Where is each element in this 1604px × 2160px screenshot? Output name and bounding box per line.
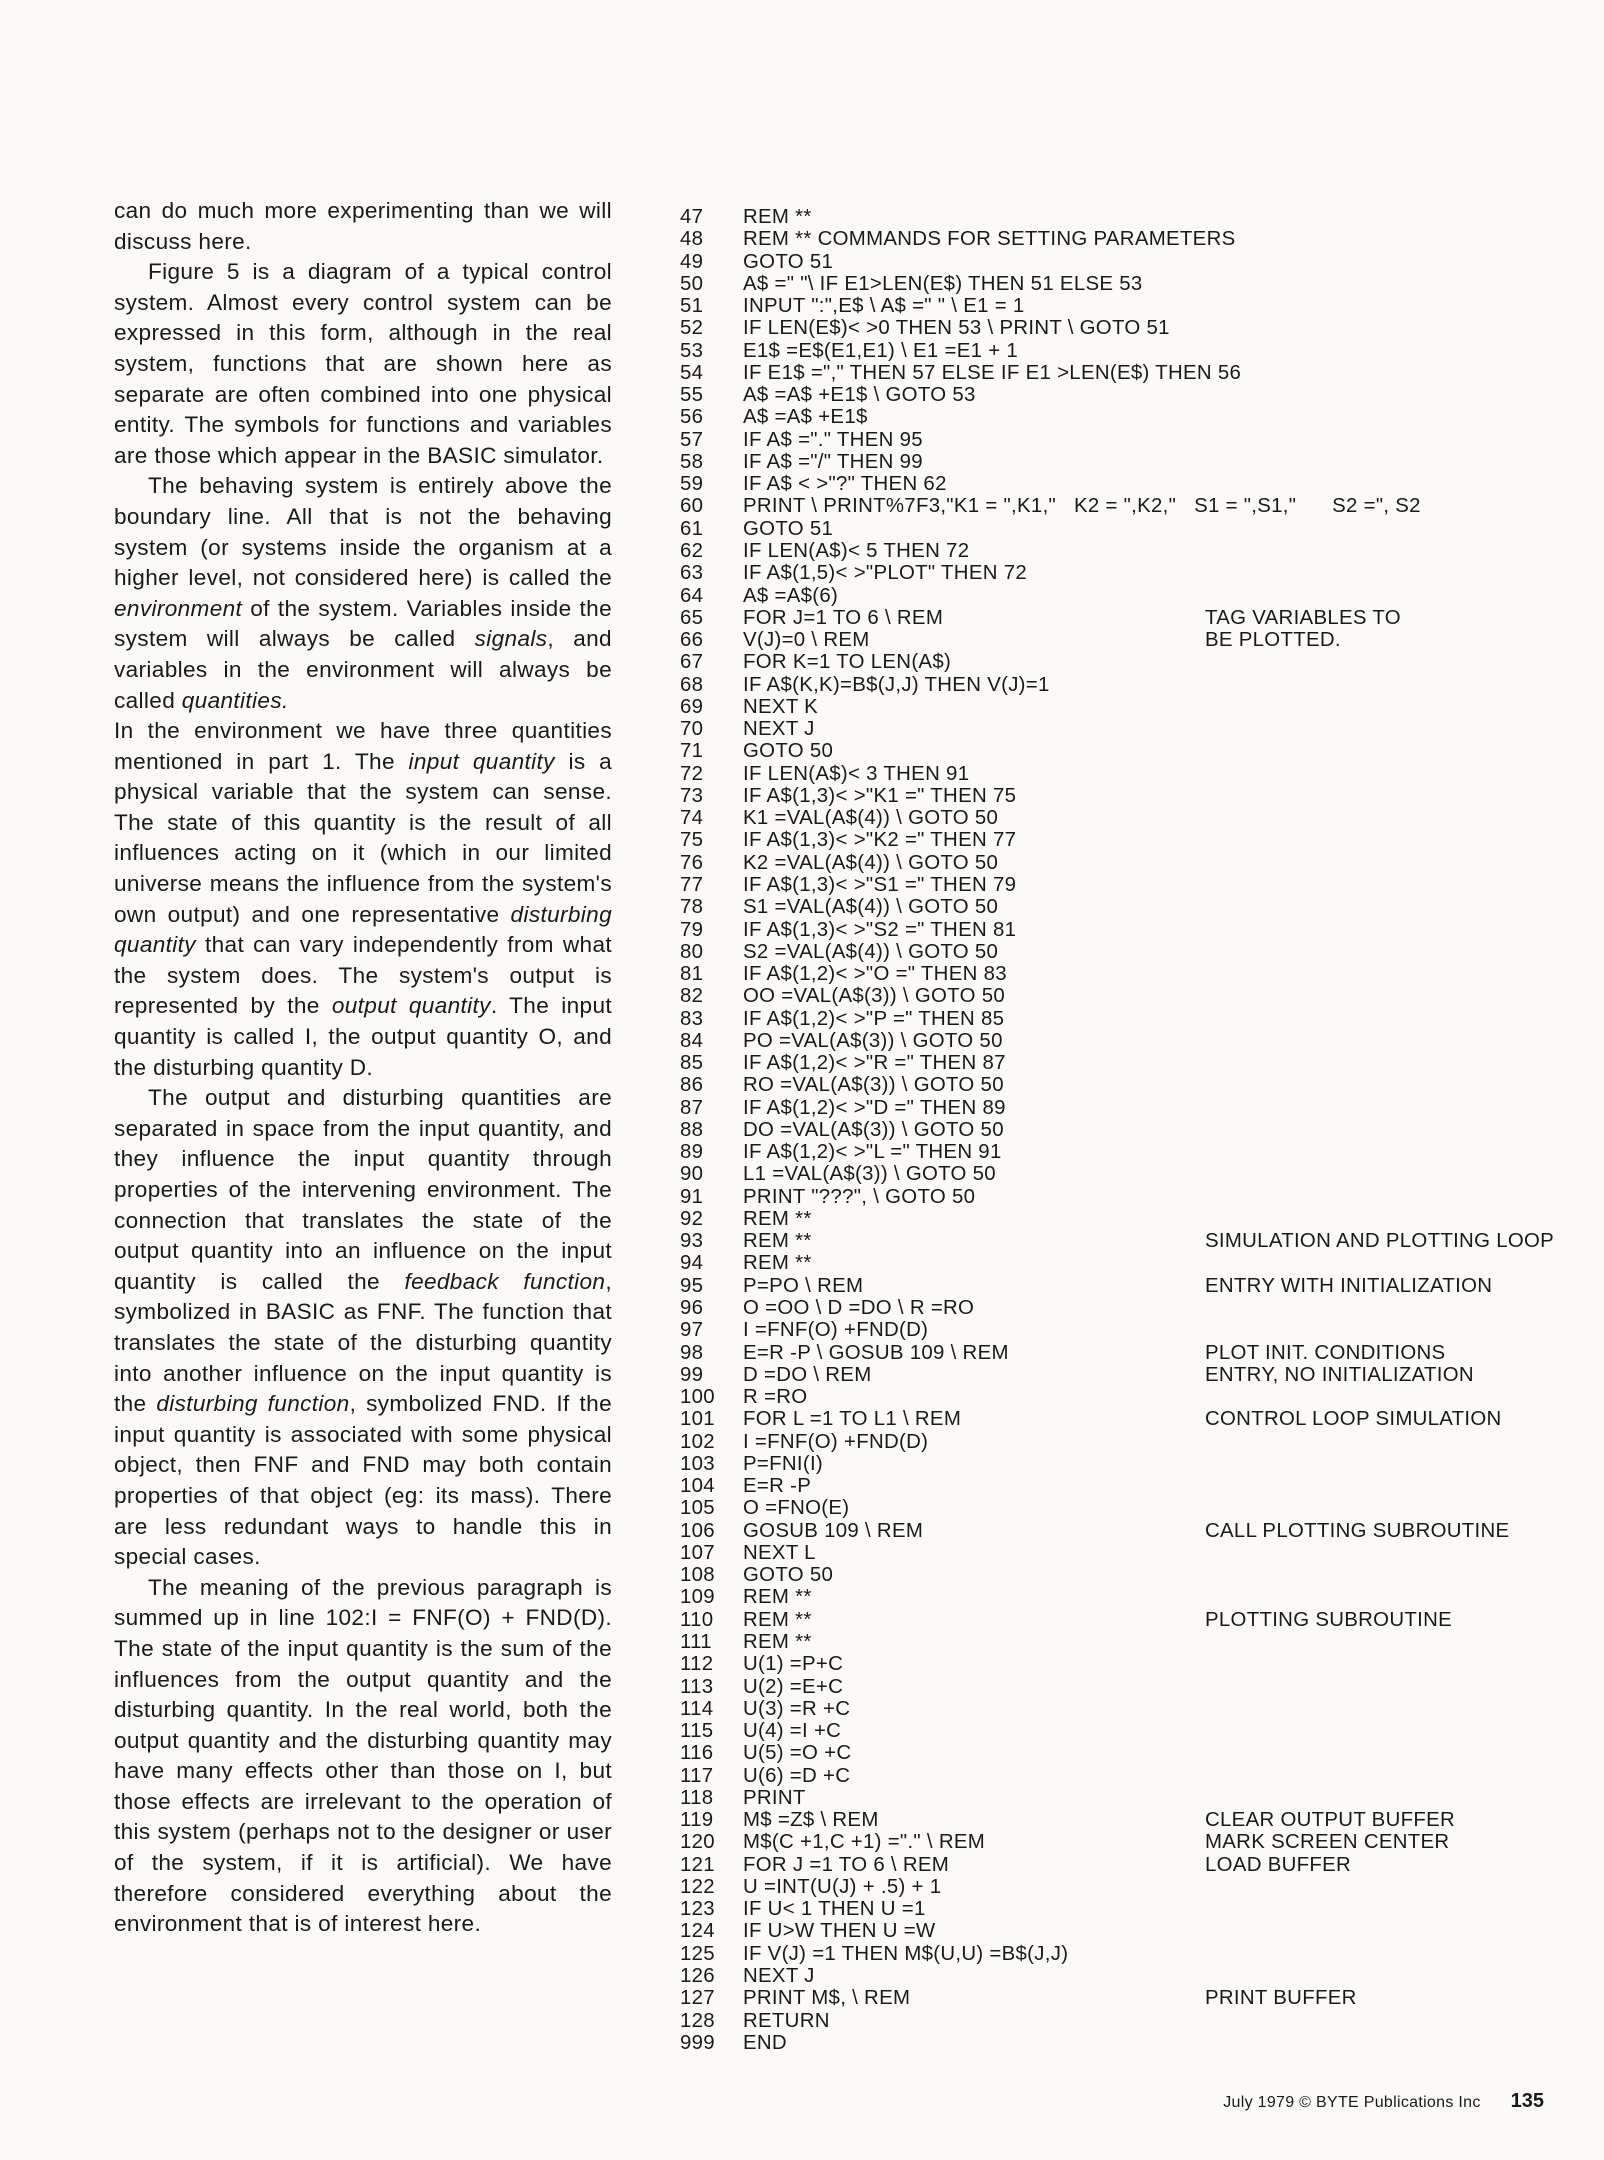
code-line <box>680 674 1580 696</box>
code-statement: U(2) =E+C <box>743 1675 844 1698</box>
code-line <box>680 1052 1580 1074</box>
code-line <box>680 384 1580 406</box>
line-number: 106 <box>680 1519 715 1542</box>
footer-credit: July 1979 © BYTE Publications Inc <box>1223 2094 1481 2111</box>
code-statement: NEXT J <box>743 718 815 741</box>
code-line <box>680 1898 1580 1920</box>
code-line <box>680 607 1580 629</box>
code-line <box>680 1252 1580 1274</box>
line-number: 84 <box>680 1029 704 1052</box>
line-number: 114 <box>680 1697 714 1720</box>
line-number: 53 <box>680 339 704 362</box>
code-statement: IF A$(1,3)< >"K1 =" THEN 75 <box>743 784 1017 807</box>
line-number: 999 <box>680 2031 715 2054</box>
code-line <box>680 1765 1580 1787</box>
line-number: 78 <box>680 896 704 919</box>
code-statement: FOR J=1 TO 6 \ REM <box>743 606 944 629</box>
paragraph: The output and disturbing quantities are separated in space from the input quantity, and they influence the input quantity through properties of the intervening environment. The connection that translates the state of the output quantity into an influence on the input quantity is called the feedback function, symbolized in BASIC as FNF. The function that translates the state of the disturbing quantity into another influence on the input quantity is the disturbing function, symbolized FND. If the input quantity is associated with some physical object, then FNF and FND may both contain properties of that object (eg: its mass). There are less redundant ways to handle this in special cases. <box>114 1085 612 1570</box>
code-statement: GOTO 51 <box>743 517 834 540</box>
line-number: 89 <box>680 1141 704 1164</box>
code-statement: IF A$ ="." THEN 95 <box>743 428 923 451</box>
line-number: 81 <box>680 963 704 986</box>
code-line <box>680 1676 1580 1698</box>
code-statement: U(3) =R +C <box>743 1697 851 1720</box>
code-line <box>680 1008 1580 1030</box>
code-statement: I =FNF(O) +FND(D) <box>743 1319 929 1342</box>
line-number: 120 <box>680 1831 715 1854</box>
line-number: 83 <box>680 1007 704 1030</box>
code-comment: CALL PLOTTING SUBROUTINE <box>1205 1519 1510 1542</box>
line-number: 52 <box>680 317 704 340</box>
code-line <box>680 1431 1580 1453</box>
code-statement: A$ =" "\ IF E1>LEN(E$) THEN 51 ELSE 53 <box>743 272 1143 295</box>
code-line <box>680 228 1580 250</box>
code-statement: PRINT <box>743 1786 806 1809</box>
code-line <box>680 1319 1580 1341</box>
line-number: 90 <box>680 1163 704 1186</box>
line-number: 98 <box>680 1341 704 1364</box>
code-line <box>680 1141 1580 1163</box>
code-line <box>680 1653 1580 1675</box>
line-number: 75 <box>680 829 704 852</box>
code-line <box>680 1364 1580 1386</box>
code-statement: E=R -P <box>743 1475 812 1498</box>
code-comment: TAG VARIABLES TO <box>1205 606 1401 629</box>
paragraph: The meaning of the previous paragraph is summed up in line 102:I = FNF(O) + FND(D). The state of the input quantity is the sum of the influences from the output quantity and the disturbing quantity. In the real world, both the output quantity and the disturbing quantity may have many effects other than those on I, but those effects are irrelevant to the operation of this system (perhaps not to the designer or user of the system, if it is artificial). We have therefore considered everything about the environment that is of interest here. <box>114 1574 612 1937</box>
code-line <box>680 406 1580 428</box>
line-number: 125 <box>680 1942 715 1965</box>
code-statement: NEXT K <box>743 695 819 718</box>
line-number: 69 <box>680 695 704 718</box>
line-number: 79 <box>680 918 704 941</box>
code-statement: NEXT L <box>743 1541 816 1564</box>
line-number: 61 <box>680 517 704 540</box>
line-number: 96 <box>680 1297 704 1320</box>
code-statement: U(4) =I +C <box>743 1720 842 1743</box>
code-line <box>680 718 1580 740</box>
code-statement: REM ** <box>743 1252 812 1275</box>
line-number: 122 <box>680 1875 715 1898</box>
line-number: 94 <box>680 1252 704 1275</box>
code-statement: IF A$(1,2)< >"O =" THEN 83 <box>743 963 1007 986</box>
code-line <box>680 1609 1580 1631</box>
code-line <box>680 1074 1580 1096</box>
line-number: 103 <box>680 1452 715 1475</box>
code-comment: CLEAR OUTPUT BUFFER <box>1205 1809 1456 1832</box>
code-line <box>680 362 1580 384</box>
line-number: 97 <box>680 1319 704 1342</box>
code-line <box>680 829 1580 851</box>
code-statement: E=R -P \ GOSUB 109 \ REM <box>743 1341 1009 1364</box>
line-number: 68 <box>680 673 704 696</box>
code-statement: S2 =VAL(A$(4)) \ GOTO 50 <box>743 940 999 963</box>
code-statement: REM ** <box>743 206 812 228</box>
code-line <box>680 1965 1580 1987</box>
page-footer <box>1223 2090 1544 2113</box>
code-statement: IF A$(1,3)< >"S1 =" THEN 79 <box>743 873 1017 896</box>
code-statement: K1 =VAL(A$(4)) \ GOTO 50 <box>743 807 999 830</box>
code-statement: V(J)=0 \ REM <box>743 629 870 652</box>
code-comment: BE PLOTTED. <box>1205 629 1341 652</box>
code-statement: GOSUB 109 \ REM <box>743 1519 924 1542</box>
line-number: 95 <box>680 1274 704 1297</box>
code-statement: PRINT M$, \ REM <box>743 1987 911 2010</box>
line-number: 70 <box>680 718 704 741</box>
code-line <box>680 1564 1580 1586</box>
code-line <box>680 1631 1580 1653</box>
line-number: 82 <box>680 985 704 1008</box>
line-number: 51 <box>680 295 704 318</box>
line-number: 55 <box>680 384 704 407</box>
code-line <box>680 1854 1580 1876</box>
line-number: 99 <box>680 1363 704 1386</box>
paragraph: The behaving system is entirely above the boundary line. All that is not the behaving system (or systems inside the organism at a higher level, not considered here) is called the environment of the system. Variables inside the system will always be called signals, and variables in the environment will always be called quantities. <box>114 473 612 713</box>
code-line <box>680 1787 1580 1809</box>
line-number: 107 <box>680 1541 715 1564</box>
line-number: 62 <box>680 539 704 562</box>
line-number: 128 <box>680 2009 715 2032</box>
code-statement: A$ =A$ +E1$ <box>743 406 868 429</box>
code-statement: D =DO \ REM <box>743 1363 872 1386</box>
code-line <box>680 807 1580 829</box>
code-comment: PRINT BUFFER <box>1205 1987 1357 2010</box>
line-number: 112 <box>680 1653 714 1676</box>
code-comment: ENTRY, NO INITIALIZATION <box>1205 1363 1474 1386</box>
code-line <box>680 1987 1580 2009</box>
line-number: 109 <box>680 1586 715 1609</box>
code-line <box>680 1831 1580 1853</box>
code-statement: REM ** <box>743 1230 812 1253</box>
code-line <box>680 1809 1580 1831</box>
code-line <box>680 429 1580 451</box>
code-line <box>680 1297 1580 1319</box>
code-statement: K2 =VAL(A$(4)) \ GOTO 50 <box>743 851 999 874</box>
line-number: 123 <box>680 1898 715 1921</box>
code-line <box>680 340 1580 362</box>
code-line <box>680 473 1580 495</box>
code-line <box>680 963 1580 985</box>
code-statement: U(6) =D +C <box>743 1764 851 1787</box>
line-number: 63 <box>680 562 704 585</box>
code-line <box>680 629 1580 651</box>
code-line <box>680 1720 1580 1742</box>
code-statement: S1 =VAL(A$(4)) \ GOTO 50 <box>743 896 999 919</box>
code-statement: RETURN <box>743 2009 830 2032</box>
code-line <box>680 1097 1580 1119</box>
line-number: 91 <box>680 1185 704 1208</box>
code-comment: LOAD BUFFER <box>1205 1853 1352 1876</box>
paragraph: In the environment we have three quantities mentioned in part 1. The input quantity is a physical variable that the system can sense. The state of this quantity is the result of all influences acting on it (which in our limited universe means the influence from the system's own output) and one representative disturbing quantity that can vary independently from what the system does. The system's output is represented by the output quantity. The input quantity is called I, the output quantity O, and the disturbing quantity D. <box>114 718 613 1080</box>
line-number: 65 <box>680 606 704 629</box>
code-statement: IF A$ ="/" THEN 99 <box>743 450 923 473</box>
code-line <box>680 585 1580 607</box>
code-statement: GOTO 50 <box>743 740 834 763</box>
code-line <box>680 1943 1580 1965</box>
code-line <box>680 540 1580 562</box>
code-line <box>680 785 1580 807</box>
code-line <box>680 451 1580 473</box>
paragraph: Figure 5 is a diagram of a typical control system. Almost every control system can be expressed in this form, although in the real system, functions that are shown here as separate are often combined into one physical entity. The symbols for functions and variables are those which appear in the BASIC simulator. <box>114 259 612 468</box>
code-line <box>680 1920 1580 1942</box>
line-number: 47 <box>680 206 704 228</box>
code-line <box>680 1742 1580 1764</box>
code-statement: U =INT(U(J) + .5) + 1 <box>743 1875 942 1898</box>
code-statement: REM ** <box>743 1631 812 1653</box>
code-comment: PLOTTING SUBROUTINE <box>1205 1608 1453 1631</box>
code-line <box>680 1876 1580 1898</box>
code-line <box>680 1186 1580 1208</box>
code-line <box>680 251 1580 273</box>
code-line <box>680 1163 1580 1185</box>
line-number: 105 <box>680 1497 715 1520</box>
line-number: 102 <box>680 1430 715 1453</box>
line-number: 67 <box>680 651 704 674</box>
code-statement: FOR J =1 TO 6 \ REM <box>743 1853 950 1876</box>
code-statement: IF A$(1,2)< >"R =" THEN 87 <box>743 1052 1006 1075</box>
code-comment: CONTROL LOOP SIMULATION <box>1205 1408 1502 1431</box>
code-statement: PRINT "???", \ GOTO 50 <box>743 1185 976 1208</box>
code-line <box>680 1275 1580 1297</box>
line-number: 121 <box>680 1853 715 1876</box>
line-number: 93 <box>680 1230 704 1253</box>
code-line <box>680 696 1580 718</box>
line-number: 100 <box>680 1386 715 1409</box>
line-number: 86 <box>680 1074 704 1097</box>
code-statement: REM ** <box>743 1207 812 1230</box>
line-number: 60 <box>680 495 704 518</box>
code-line <box>680 1208 1580 1230</box>
line-number: 116 <box>680 1742 714 1765</box>
code-statement: FOR K=1 TO LEN(A$) <box>743 651 952 674</box>
code-statement: IF A$(K,K)=B$(J,J) THEN V(J)=1 <box>743 673 1050 696</box>
code-statement: DO =VAL(A$(3)) \ GOTO 50 <box>743 1118 1004 1141</box>
code-line <box>680 1475 1580 1497</box>
line-number: 64 <box>680 584 704 607</box>
code-statement: INPUT ":",E$ \ A$ =" " \ E1 = 1 <box>743 295 1025 318</box>
code-line <box>680 1497 1580 1519</box>
code-statement: GOTO 51 <box>743 250 834 273</box>
line-number: 101 <box>680 1408 715 1431</box>
code-statement: E1$ =E$(E1,E1) \ E1 =E1 + 1 <box>743 339 1019 362</box>
code-statement: PRINT \ PRINT%7F3,"K1 = ",K1," K2 = ",K2," S1 = ",S1," S2 =", S2 <box>743 495 1421 518</box>
code-statement: GOTO 50 <box>743 1564 834 1587</box>
code-line <box>680 896 1580 918</box>
code-comment: PLOT INIT. CONDITIONS <box>1205 1341 1446 1364</box>
line-number: 126 <box>680 1964 715 1987</box>
line-number: 71 <box>680 740 704 763</box>
code-statement: IF A$(1,3)< >"S2 =" THEN 81 <box>743 918 1017 941</box>
code-statement: U(1) =P+C <box>743 1653 844 1676</box>
code-line <box>680 1542 1580 1564</box>
paragraph: can do much more experimenting than we will discuss here. <box>114 198 612 254</box>
code-line <box>680 1386 1580 1408</box>
code-statement: IF A$ < >"?" THEN 62 <box>743 473 947 496</box>
line-number: 92 <box>680 1207 704 1230</box>
basic-program-listing <box>680 206 1580 2054</box>
code-line <box>680 1342 1580 1364</box>
line-number: 74 <box>680 807 704 830</box>
code-statement: M$(C +1,C +1) ="." \ REM <box>743 1831 986 1854</box>
code-statement: IF A$(1,2)< >"D =" THEN 89 <box>743 1096 1006 1119</box>
line-number: 73 <box>680 784 704 807</box>
line-number: 57 <box>680 428 704 451</box>
code-line <box>680 1520 1580 1542</box>
line-number: 50 <box>680 272 704 295</box>
code-line <box>680 2032 1580 2054</box>
code-line <box>680 518 1580 540</box>
code-line <box>680 852 1580 874</box>
code-line <box>680 317 1580 339</box>
code-statement: IF A$(1,2)< >"P =" THEN 85 <box>743 1007 1005 1030</box>
code-statement: IF V(J) =1 THEN M$(U,U) =B$(J,J) <box>743 1942 1069 1965</box>
code-statement: P=FNI(I) <box>743 1452 823 1475</box>
line-number: 80 <box>680 940 704 963</box>
line-number: 104 <box>680 1475 715 1498</box>
code-statement: U(5) =O +C <box>743 1742 852 1765</box>
code-line <box>680 1408 1580 1430</box>
line-number: 115 <box>680 1720 714 1743</box>
line-number: 85 <box>680 1052 704 1075</box>
code-line <box>680 740 1580 762</box>
code-statement: END <box>743 2031 787 2054</box>
line-number: 111 <box>680 1631 712 1653</box>
code-line <box>680 2010 1580 2032</box>
code-statement: P=PO \ REM <box>743 1274 864 1297</box>
line-number: 118 <box>680 1786 714 1809</box>
code-statement: I =FNF(O) +FND(D) <box>743 1430 929 1453</box>
code-statement: A$ =A$(6) <box>743 584 839 607</box>
line-number: 56 <box>680 406 704 429</box>
line-number: 77 <box>680 873 704 896</box>
code-line <box>680 1698 1580 1720</box>
code-line <box>680 941 1580 963</box>
code-statement: IF A$(1,5)< >"PLOT" THEN 72 <box>743 562 1027 585</box>
line-number: 119 <box>680 1809 714 1832</box>
code-line <box>680 1030 1580 1052</box>
code-line <box>680 1586 1580 1608</box>
code-line <box>680 1453 1580 1475</box>
code-statement: M$ =Z$ \ REM <box>743 1809 879 1832</box>
code-line <box>680 874 1580 896</box>
code-statement: IF A$(1,2)< >"L =" THEN 91 <box>743 1141 1002 1164</box>
line-number: 108 <box>680 1564 715 1587</box>
code-statement: IF U>W THEN U =W <box>743 1920 936 1943</box>
code-line <box>680 495 1580 517</box>
code-statement: REM ** <box>743 1608 812 1631</box>
code-statement: O =FNO(E) <box>743 1497 850 1520</box>
code-statement: IF A$(1,3)< >"K2 =" THEN 77 <box>743 829 1017 852</box>
code-comment: MARK SCREEN CENTER <box>1205 1831 1450 1854</box>
code-line <box>680 273 1580 295</box>
line-number: 127 <box>680 1987 715 2010</box>
code-statement: IF LEN(A$)< 3 THEN 91 <box>743 762 970 785</box>
line-number: 59 <box>680 473 704 496</box>
code-statement: REM ** COMMANDS FOR SETTING PARAMETERS <box>743 228 1236 251</box>
line-number: 113 <box>680 1675 714 1698</box>
code-statement: FOR L =1 TO L1 \ REM <box>743 1408 962 1431</box>
code-statement: A$ =A$ +E1$ \ GOTO 53 <box>743 384 976 407</box>
line-number: 48 <box>680 228 704 251</box>
code-comment: SIMULATION AND PLOTTING LOOP <box>1205 1230 1555 1253</box>
code-line <box>680 295 1580 317</box>
code-comment: ENTRY WITH INITIALIZATION <box>1205 1274 1493 1297</box>
code-line <box>680 919 1580 941</box>
line-number: 49 <box>680 250 704 273</box>
line-number: 72 <box>680 762 704 785</box>
line-number: 76 <box>680 851 704 874</box>
code-line <box>680 1230 1580 1252</box>
code-line <box>680 1119 1580 1141</box>
code-statement: IF LEN(A$)< 5 THEN 72 <box>743 539 970 562</box>
code-statement: R =RO <box>743 1386 808 1409</box>
code-statement: O =OO \ D =DO \ R =RO <box>743 1297 975 1320</box>
code-statement: RO =VAL(A$(3)) \ GOTO 50 <box>743 1074 1004 1097</box>
code-line <box>680 763 1580 785</box>
line-number: 54 <box>680 361 704 384</box>
code-statement: REM ** <box>743 1586 812 1609</box>
code-line <box>680 651 1580 673</box>
line-number: 110 <box>680 1608 714 1631</box>
code-statement: IF U< 1 THEN U =1 <box>743 1898 926 1921</box>
code-statement: PO =VAL(A$(3)) \ GOTO 50 <box>743 1029 1003 1052</box>
code-line <box>680 562 1580 584</box>
code-statement: OO =VAL(A$(3)) \ GOTO 50 <box>743 985 1005 1008</box>
code-line <box>680 985 1580 1007</box>
code-statement: L1 =VAL(A$(3)) \ GOTO 50 <box>743 1163 996 1186</box>
body-text-column <box>114 196 612 1940</box>
line-number: 66 <box>680 629 704 652</box>
page-number: 135 <box>1510 2090 1544 2112</box>
code-statement: IF E1$ ="," THEN 57 ELSE IF E1 >LEN(E$) THEN 56 <box>743 361 1242 384</box>
code-statement: IF LEN(E$)< >0 THEN 53 \ PRINT \ GOTO 51 <box>743 317 1170 340</box>
line-number: 88 <box>680 1118 704 1141</box>
code-line <box>680 206 1580 228</box>
line-number: 87 <box>680 1096 704 1119</box>
line-number: 117 <box>680 1764 714 1787</box>
line-number: 58 <box>680 450 704 473</box>
line-number: 124 <box>680 1920 715 1943</box>
code-statement: NEXT J <box>743 1964 815 1987</box>
